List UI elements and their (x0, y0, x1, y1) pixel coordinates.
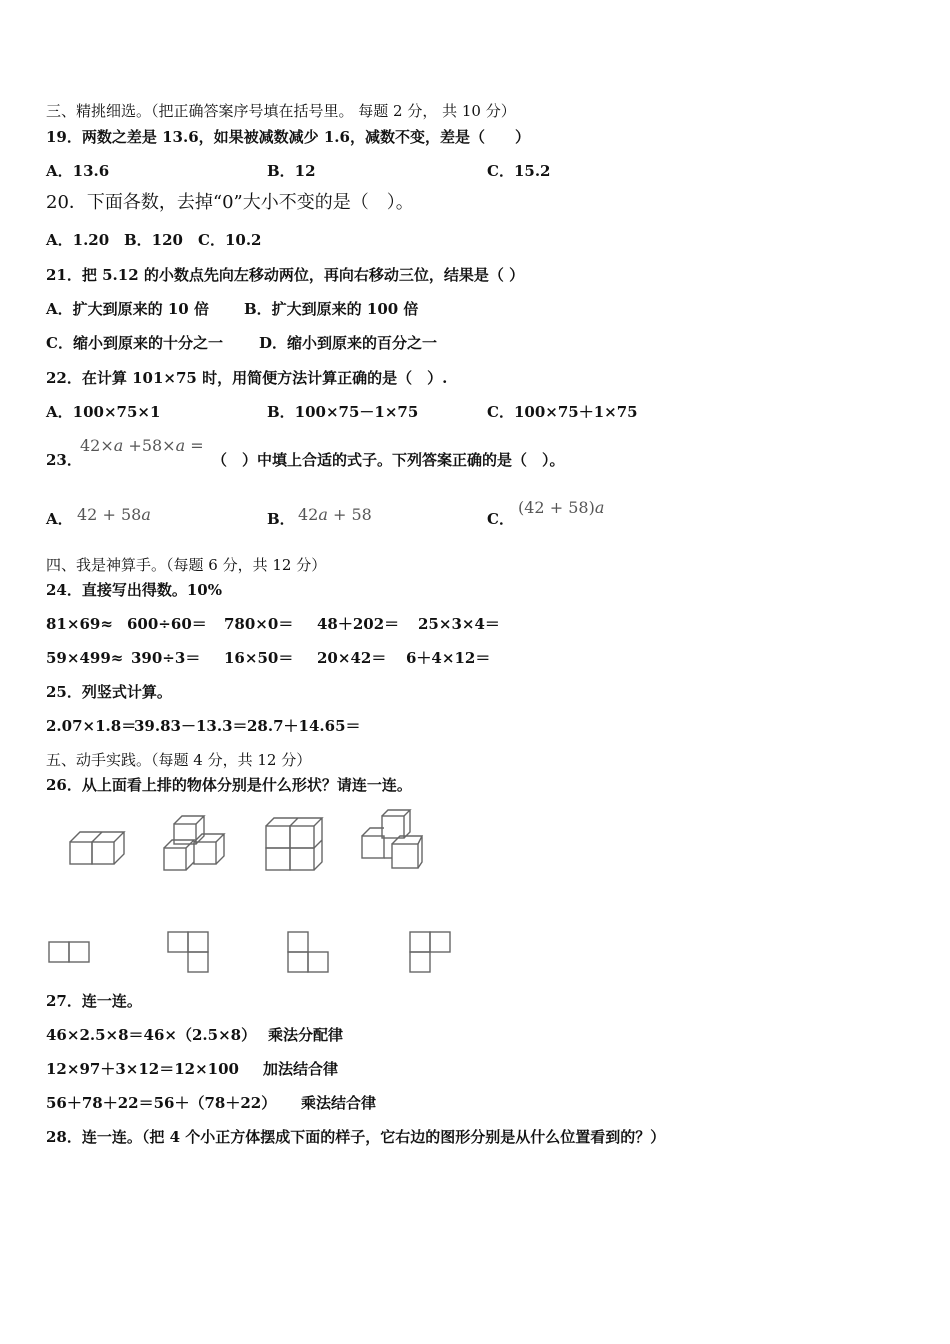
q27-left-item[interactable]: 46×2.5×8＝46×（2.5×8） (46, 1026, 257, 1044)
q20-stem: 20．下面各数，去掉“0”大小不变的是（ ）。 (46, 192, 414, 213)
q24-item: 81×69≈ (46, 615, 113, 633)
section4-header: 四、我是神算手。（每题 6 分，共 12 分） (46, 556, 327, 574)
q26-stem: 26．从上面看上排的物体分别是什么形状？请连一连。 (46, 776, 412, 794)
q27-right-item[interactable]: 加法结合律 (263, 1060, 339, 1078)
q21-option-b[interactable]: B．扩大到原来的 100 倍 (244, 300, 419, 318)
q19-option-b[interactable]: B．12 (267, 162, 316, 180)
q19-option-a[interactable]: A．13.6 (46, 162, 110, 180)
q23-option-a-label[interactable]: A． (46, 510, 73, 528)
q22-stem: 22．在计算 101×75 时，用简便方法计算正确的是（ ）. (46, 369, 448, 387)
q23-expression: 42×a +58×a = (80, 436, 204, 455)
q23-tail: （ ）中填上合适的式子。下列答案正确的是（ ）。 (212, 451, 565, 469)
q24-item: 600÷60＝ (127, 615, 207, 633)
view-figure (164, 928, 212, 974)
q27-stem: 27．连一连。 (46, 992, 142, 1010)
q22-option-c[interactable]: C．100×75＋1×75 (487, 403, 638, 421)
section3-header: 三、精挑细选。（把正确答案序号填在括号里。 每题 2 分， 共 10 分） (46, 102, 516, 120)
q22-option-a[interactable]: A．100×75×1 (46, 403, 161, 421)
q24-item: 20×42＝ (317, 649, 387, 667)
cube-stack-figure (158, 812, 228, 878)
q24-item: 780×0＝ (224, 615, 294, 633)
q20-option-b[interactable]: B．120 (124, 231, 183, 249)
section5-header: 五、动手实践。（每题 4 分，共 12 分） (46, 751, 312, 769)
q24-item: 6＋4×12＝ (406, 649, 491, 667)
cube-stack-figure (356, 806, 428, 874)
q25-item: 39.83－13.3＝ (134, 717, 248, 735)
q27-left-item[interactable]: 12×97＋3×12＝12×100 (46, 1060, 239, 1078)
q22-option-b[interactable]: B．100×75－1×75 (267, 403, 419, 421)
q23-option-a-expr[interactable]: 42 + 58a (77, 505, 151, 524)
q24-item: 59×499≈ (46, 649, 124, 667)
q27-right-item[interactable]: 乘法分配律 (268, 1026, 344, 1044)
q23-option-c-expr[interactable]: (42 + 58)a (518, 498, 605, 517)
q19-option-c[interactable]: C．15.2 (487, 162, 551, 180)
q21-option-a[interactable]: A．扩大到原来的 10 倍 (46, 300, 209, 318)
view-figure (284, 928, 332, 974)
q27-left-item[interactable]: 56＋78＋22＝56＋（78＋22） (46, 1094, 277, 1112)
q24-item: 390÷3＝ (131, 649, 201, 667)
q20-option-a[interactable]: A．1.20 (46, 231, 110, 249)
q25-item: 2.07×1.8＝ (46, 717, 137, 735)
q28-stem: 28．连一连。（把 4 个小正方体摆成下面的样子，它右边的图形分别是从什么位置看到的？） (46, 1128, 666, 1146)
q23-option-c-label[interactable]: C． (487, 510, 514, 528)
q21-stem: 21．把 5.12 的小数点先向左移动两位，再向右移动三位，结果是（ ） (46, 266, 525, 284)
view-figure (46, 938, 94, 966)
q21-option-c[interactable]: C．缩小到原来的十分之一 (46, 334, 223, 352)
q24-item: 48＋202＝ (317, 615, 400, 633)
q23-option-b-expr[interactable]: 42a + 58 (298, 505, 372, 524)
q24-stem: 24．直接写出得数。10% (46, 581, 223, 599)
q24-item: 16×50＝ (224, 649, 294, 667)
q23-option-b-label[interactable]: B． (267, 510, 295, 528)
q27-right-item[interactable]: 乘法结合律 (301, 1094, 377, 1112)
q24-item: 25×3×4＝ (418, 615, 500, 633)
view-figure (404, 928, 454, 974)
q19-stem: 19．两数之差是 13.6，如果被减数减少 1.6，减数不变，差是（ ） (46, 128, 530, 146)
cube-stack-figure (262, 814, 326, 874)
q25-stem: 25．列竖式计算。 (46, 683, 172, 701)
q20-option-c[interactable]: C．10.2 (198, 231, 262, 249)
q21-option-d[interactable]: D．缩小到原来的百分之一 (259, 334, 438, 352)
cube-stack-figure (62, 822, 126, 874)
q23-number: 23． (46, 451, 82, 469)
q25-item: 28.7＋14.65＝ (247, 717, 361, 735)
